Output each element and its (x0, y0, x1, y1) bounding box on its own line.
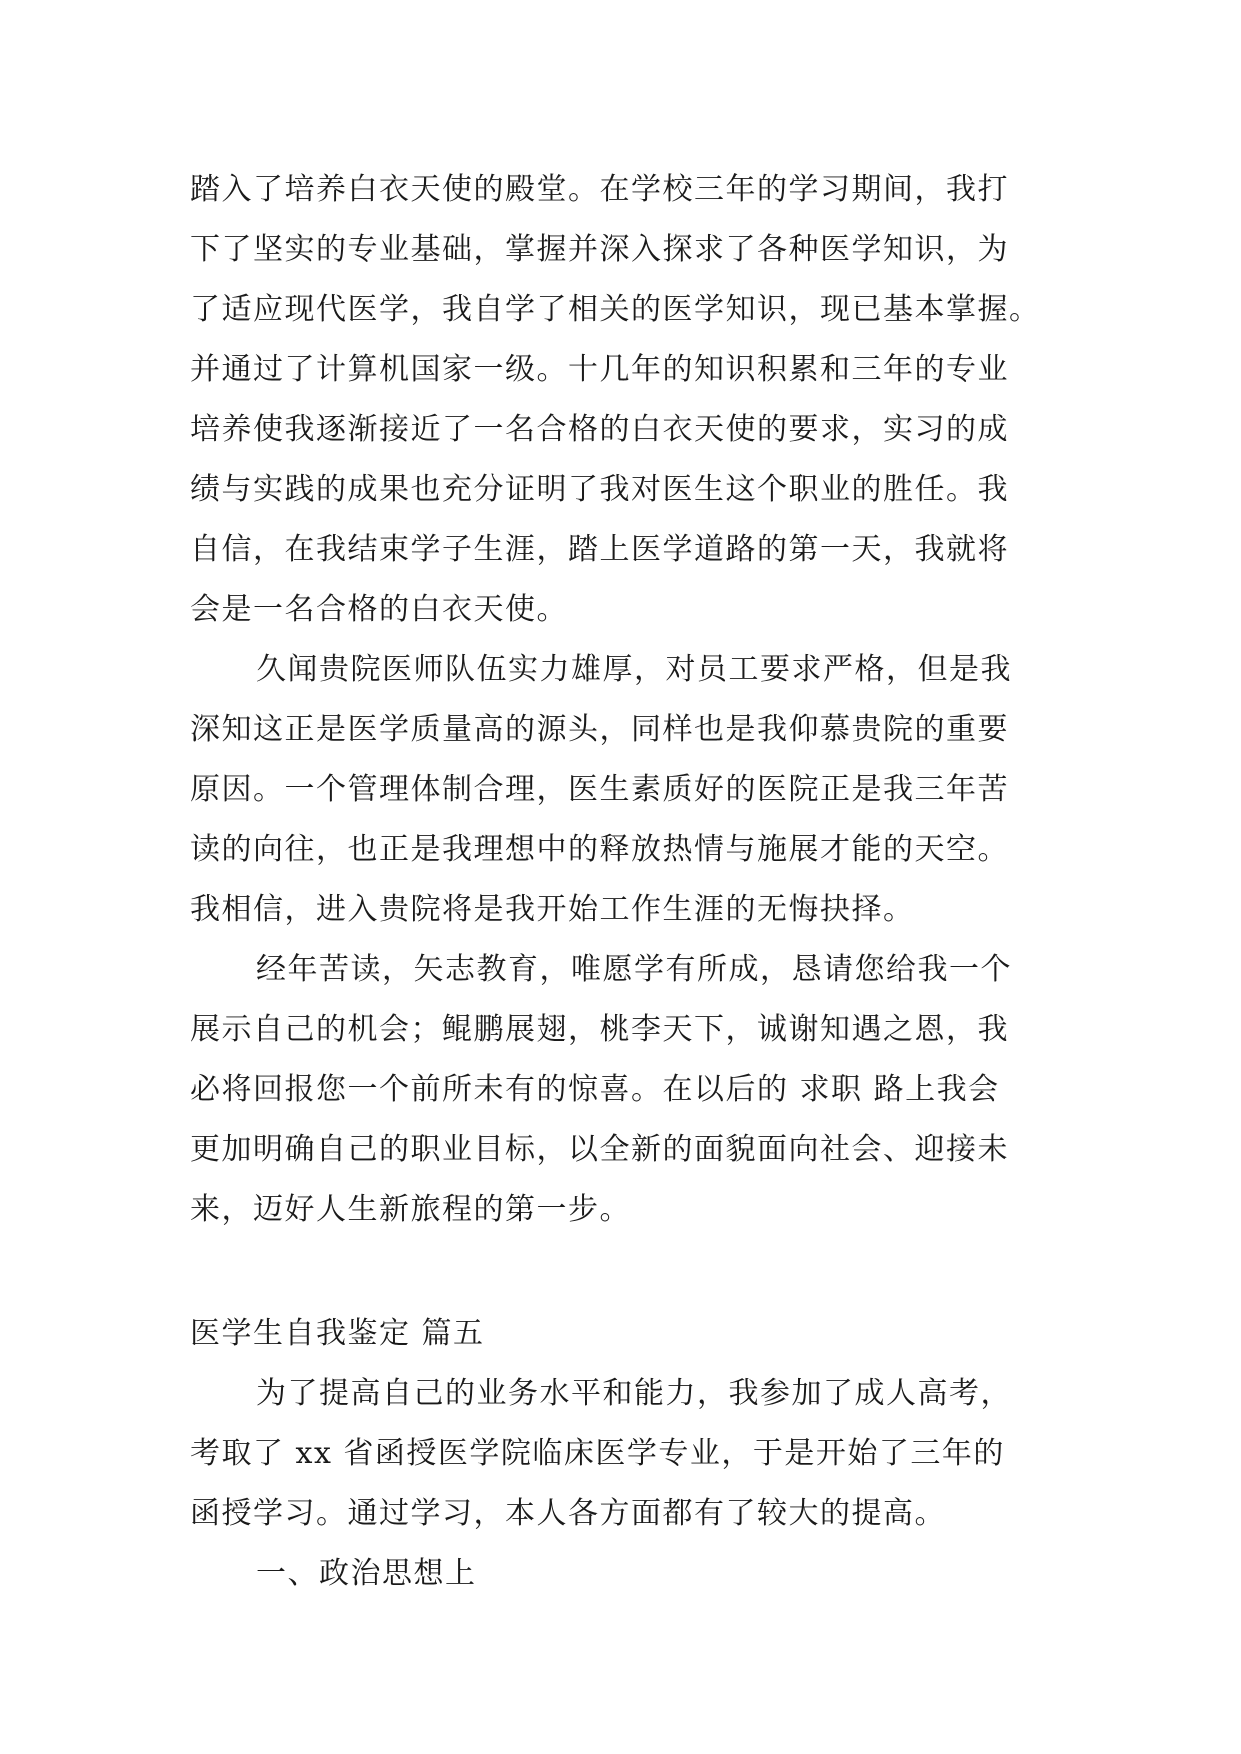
text-line: 函授学习。通过学习，本人各方面都有了较大的提高。 (190, 1496, 946, 1531)
text-line: 我相信，进入贵院将是我开始工作生涯的无悔抉择。 (190, 892, 915, 927)
text-line: 考取了 xx 省函授医学院临床医学专业，于是开始了三年的 (190, 1436, 1005, 1471)
text-line: 读的向往，也正是我理想中的释放热情与施展才能的天空。 (190, 832, 1009, 867)
section-spacer (190, 1240, 1070, 1304)
text-line: 会是一名合格的白衣天使。 (190, 592, 568, 627)
text-line: 来，迈好人生新旅程的第一步。 (190, 1192, 631, 1227)
text-line: 下了坚实的专业基础，掌握并深入探求了各种医学知识，为 (190, 232, 1009, 267)
text-line: 展示自己的机会；鲲鹏展翅，桃李天下，诚谢知遇之恩，我 (190, 1012, 1009, 1047)
text-line: 踏入了培养白衣天使的殿堂。在学校三年的学习期间，我打 (190, 172, 1009, 207)
text-line: 更加明确自己的职业目标，以全新的面貌面向社会、迎接未 (190, 1132, 1009, 1167)
text-line: 深知这正是医学质量高的源头，同样也是我仰慕贵院的重要 (190, 712, 1009, 747)
text-line: 培养使我逐渐接近了一名合格的白衣天使的要求，实习的成 (190, 412, 1009, 447)
text-line: 自信，在我结束学子生涯，踏上医学道路的第一天，我就将 (190, 532, 1009, 567)
paragraph (190, 940, 1070, 1240)
text-line: 并通过了计算机国家一级。十几年的知识积累和三年的专业 (190, 352, 1009, 387)
paragraph (190, 640, 1070, 940)
subheading: 一、政治思想上 (256, 1556, 477, 1591)
text-line: 久闻贵院医师队伍实力雄厚，对员工要求严格，但是我 (256, 652, 1012, 687)
document-body (190, 160, 1070, 1604)
text-line: 经年苦读，矢志教育，唯愿学有所成，恳请您给我一个 (256, 952, 1012, 987)
paragraph (190, 160, 1070, 640)
paragraph (190, 1364, 1070, 1544)
section-title: 医学生自我鉴定 篇五 (190, 1316, 485, 1351)
text-line: 了适应现代医学，我自学了相关的医学知识，现已基本掌握。 (190, 292, 1041, 327)
text-line: 为了提高自己的业务水平和能力，我参加了成人高考， (256, 1376, 1012, 1411)
text-line: 原因。一个管理体制合理，医生素质好的医院正是我三年苦 (190, 772, 1009, 807)
text-line: 必将回报您一个前所未有的惊喜。在以后的 求职 路上我会 (190, 1072, 1000, 1107)
text-line: 绩与实践的成果也充分证明了我对医生这个职业的胜任。我 (190, 472, 1009, 507)
